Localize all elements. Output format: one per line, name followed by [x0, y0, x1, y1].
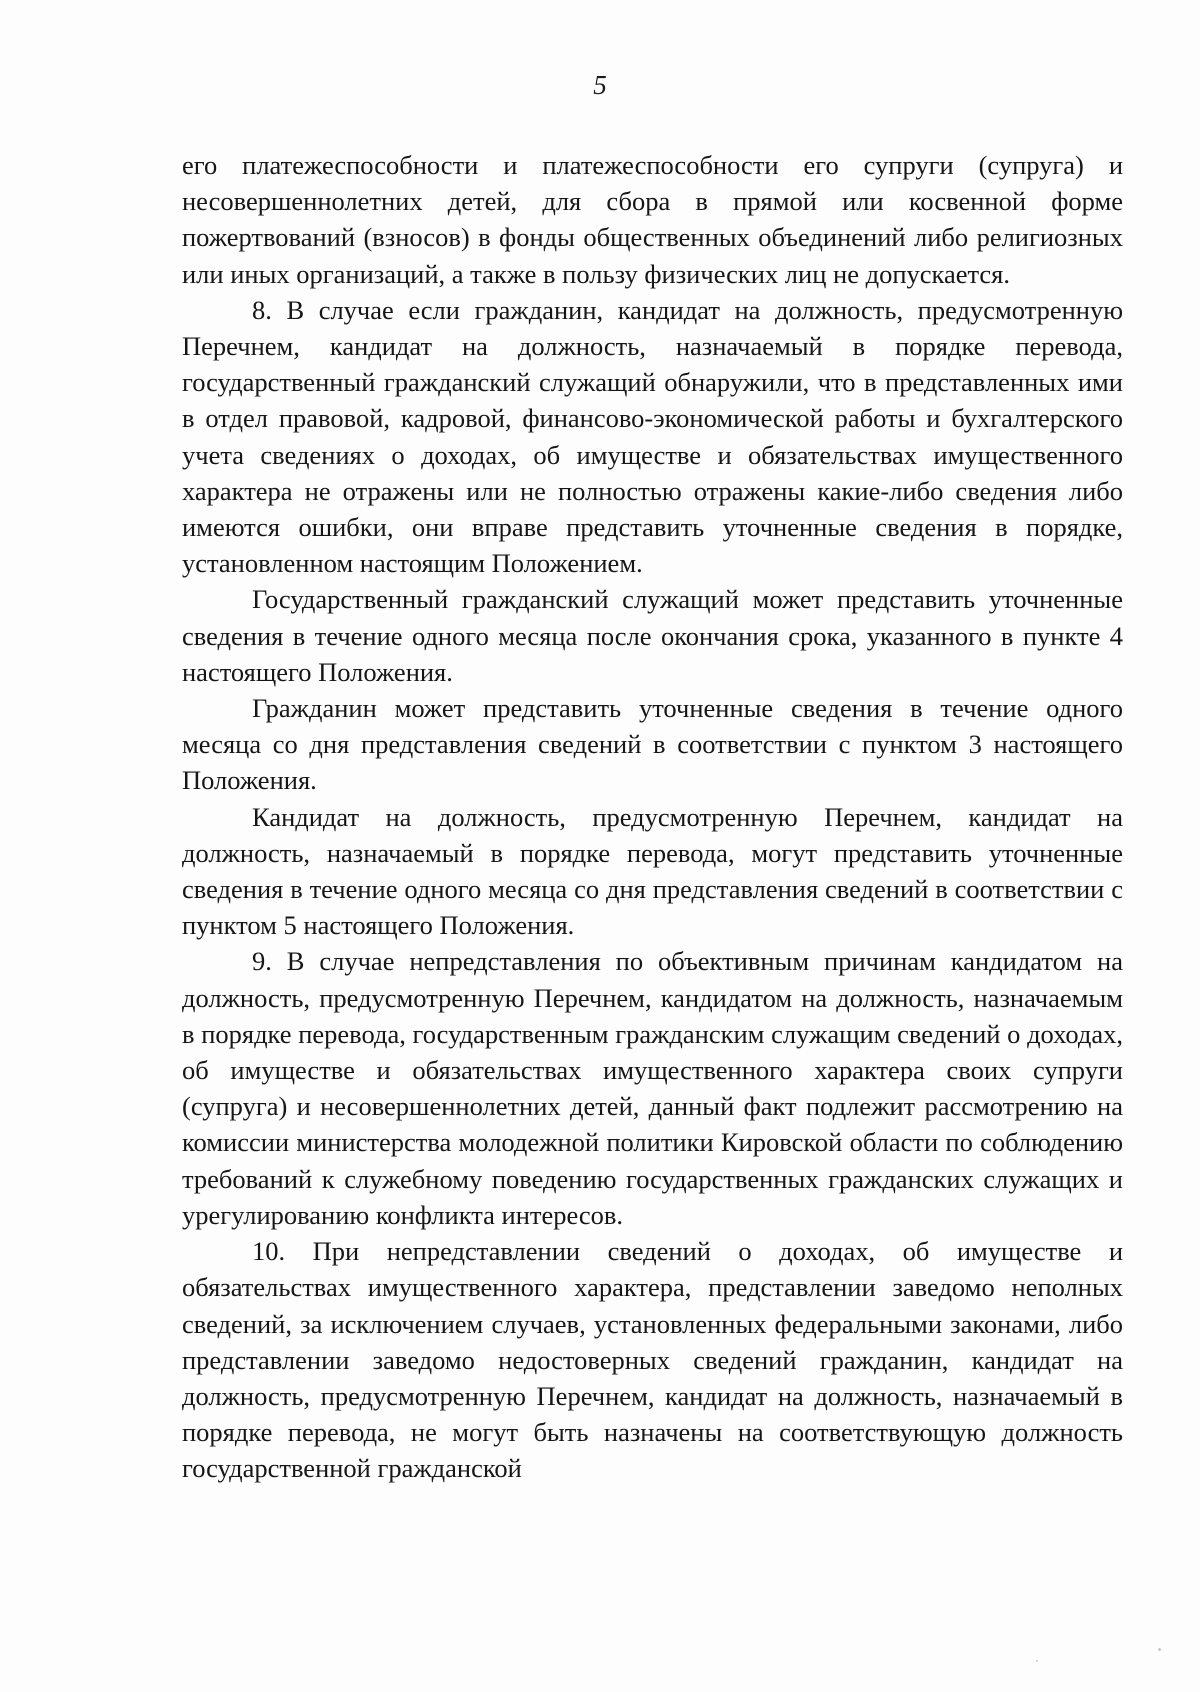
- paragraph-citizen-deadline: Гражданин может представить уточненные сведения в течение одного месяца со дня представления сведений в соответствии с пунктом 3 настоящего Положения.: [182, 693, 1123, 796]
- page-number: 5: [593, 70, 607, 100]
- scan-speck: [1158, 1648, 1161, 1651]
- paragraph-item-10: 10. При непредставлении сведений о доходах, об имуществе и обязательствах имущественного характера, представлении заведомо неполных сведений, за исключением случаев, установленных федеральными законами, либо представлении заведомо недостоверных сведений гражданин, кандидат на должность, предусмотренную Перечнем, кандидат на должность, назначаемый в порядке перевода, не могут быть назначены на соответствующую должность государственной гражданской: [182, 1236, 1123, 1484]
- paragraph-continuation: его платежеспособности и платежеспособности его супруги (супруга) и несовершеннолетних детей, для сбора в прямой или косвенной форме пожертвований (взносов) в фонды общественных объединений либо религиозных или иных организаций, а также в пользу физических лиц не допускается.: [182, 150, 1123, 289]
- paragraph-item-8: 8. В случае если гражданин, кандидат на должность, предусмотренную Перечнем, кандидат на должность, назначаемый в порядке перевода, государственный гражданский служащий обнаружили, что в представленных ими в отдел правовой, кадровой, финансово-экономической работы и бухгалтерского учета сведениях о доходах, об имуществе и обязательствах имущественного характера не отражены или не полностью отражены какие-либо сведения либо имеются ошибки, они вправе представить уточненные сведения в порядке, установленном настоящим Положением.: [182, 294, 1123, 579]
- document-body: [182, 147, 1123, 1487]
- paragraph-civil-servant-deadline: Государственный гражданский служащий может представить уточненные сведения в течение одного месяца после окончания срока, указанного в пункте 4 настоящего Положения.: [182, 584, 1123, 687]
- scan-speck: [1036, 1660, 1038, 1662]
- paragraph-item-9: 9. В случае непредставления по объективным причинам кандидатом на должность, предусмотренную Перечнем, кандидатом на должность, назначаемым в порядке перевода, государственным гражданским служащим сведений о доходах, об имуществе и обязательствах имущественного характера своих супруги (супруга) и несовершеннолетних детей, данный факт подлежит рассмотрению на комиссии министерства молодежной политики Кировской области по соблюдению требований к служебному поведению государственных гражданских служащих и урегулированию конфликта интересов.: [182, 946, 1123, 1230]
- paragraph-candidate-deadline: Кандидат на должность, предусмотренную Перечнем, кандидат на должность, назначаемый в порядке перевода, могут представить уточненные сведения в течение одного месяца со дня представления сведений в соответствии с пунктом 5 настоящего Положения.: [182, 801, 1123, 941]
